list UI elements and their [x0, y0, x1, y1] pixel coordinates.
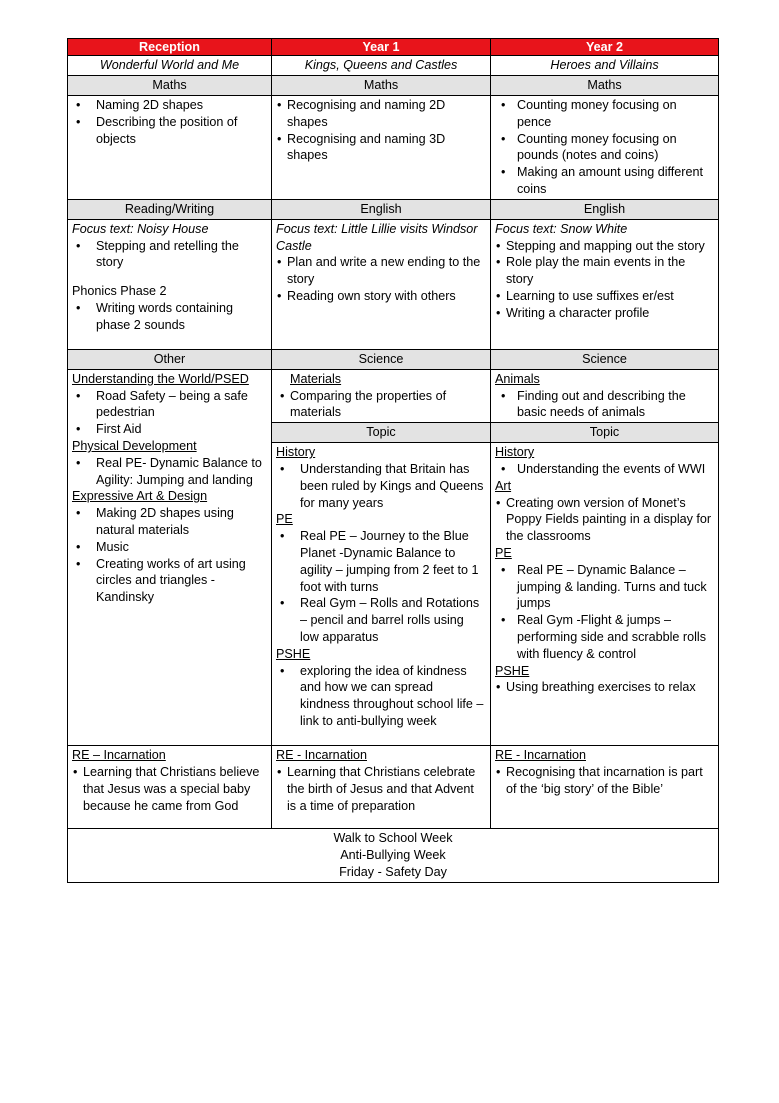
list-item: • Recognising that incarnation is part of the ‘big story’ of the Bible’ — [495, 764, 714, 798]
pshe-list-year-1 — [276, 663, 486, 730]
subject-english-year-2: English — [491, 199, 719, 219]
art-heading-year-2: Art — [495, 478, 512, 493]
subject-science-year-2: Science — [491, 349, 719, 369]
list-item: • Finding out and describing the basic needs of animals — [495, 388, 714, 422]
list-item: • Real PE – Dynamic Balance – jumping & landing. Turns and tuck jumps — [495, 562, 714, 612]
physical-development-list — [72, 455, 267, 489]
subject-english-year-1: English — [272, 199, 491, 219]
theme-row — [68, 56, 719, 76]
re-reception-cell — [68, 746, 272, 829]
list-item: • Understanding that Britain has been ruled by Kings and Queens for many years — [276, 461, 486, 511]
science-year-1-list — [276, 388, 486, 422]
re-heading-reception: RE – Incarnation — [72, 748, 166, 763]
materials-heading: Materials — [290, 371, 342, 386]
re-content-row — [68, 746, 719, 829]
list-item: • Comparing the properties of materials — [279, 388, 486, 422]
re-list-year-2 — [495, 764, 714, 798]
theme-year-1: Kings, Queens and Castles — [272, 56, 491, 76]
curriculum-table — [67, 38, 719, 883]
subject-maths-year-1: Maths — [272, 76, 491, 96]
list-item: • Writing a character profile — [495, 305, 714, 322]
topic-year-1-cell — [272, 443, 491, 746]
list-item: • Music — [72, 539, 267, 556]
list-item: • Using breathing exercises to relax — [495, 679, 714, 696]
re-list-reception — [72, 764, 267, 814]
list-item: • Real PE – Journey to the Blue Planet -Dynamic Balance to agility – jumping from 2 feet to 1 foot with turns — [276, 528, 486, 595]
subject-reading-writing: Reading/Writing — [68, 199, 272, 219]
pshe-heading-year-1: PSHE — [276, 646, 311, 661]
event-safety-day: Friday - Safety Day — [339, 864, 447, 879]
expressive-art-heading: Expressive Art & Design — [72, 489, 208, 504]
phonics-list — [72, 300, 267, 334]
list-item: • exploring the idea of kindness and how we can spread kindness throughout school life – link to anti-bullying week — [276, 663, 486, 730]
literacy-subject-row — [68, 199, 719, 219]
history-heading-year-1: History — [276, 445, 316, 460]
history-heading-year-2: History — [495, 445, 535, 460]
list-item: • Plan and write a new ending to the story — [276, 254, 486, 288]
list-item: • Real Gym -Flight & jumps – performing side and scrabble rolls with fluency & control — [495, 612, 714, 662]
events-cell — [68, 829, 719, 882]
expressive-art-list — [72, 505, 267, 606]
science-year-2-cell — [491, 369, 719, 422]
maths-year-2-list — [495, 97, 714, 198]
event-anti-bullying: Anti-Bullying Week — [340, 847, 446, 862]
list-item: • Counting money focusing on pounds (notes and coins) — [495, 131, 714, 165]
subject-maths-year-2: Maths — [491, 76, 719, 96]
animals-heading: Animals — [495, 371, 540, 386]
list-item: • Real PE- Dynamic Balance to Agility: Jumping and landing — [72, 455, 267, 489]
pe-heading-year-2: PE — [495, 545, 512, 560]
phonics-heading: Phonics Phase 2 — [72, 284, 167, 299]
list-item: • Learning to use suffixes er/est — [495, 288, 714, 305]
focus-text-reception: Focus text: Noisy House — [72, 221, 209, 236]
list-item: • Learning that Christians believe that Jesus was a special baby because he came from God — [72, 764, 267, 814]
science-year-2-list — [495, 388, 714, 422]
other-subject-row — [68, 349, 719, 369]
list-item: • Reading own story with others — [276, 288, 486, 305]
literacy-reception-list — [72, 238, 267, 272]
re-year-1-cell — [272, 746, 491, 829]
pe-list-year-2 — [495, 562, 714, 663]
list-item: • First Aid — [72, 421, 267, 438]
list-item: • Making 2D shapes using natural materials — [72, 505, 267, 539]
uw-psed-heading: Understanding the World/PSED — [72, 371, 249, 386]
list-item: • Role play the main events in the story — [495, 254, 714, 288]
list-item: • Creating works of art using circles and triangles -Kandinsky — [72, 556, 267, 606]
pshe-list-year-2 — [495, 679, 714, 696]
literacy-year-2-list — [495, 238, 714, 322]
list-item: • Naming 2D shapes — [72, 97, 267, 114]
theme-year-2: Heroes and Villains — [491, 56, 719, 76]
subject-topic-year-1: Topic — [272, 423, 491, 443]
literacy-content-row — [68, 219, 719, 349]
theme-reception: Wonderful World and Me — [68, 56, 272, 76]
other-reception-cell — [68, 369, 272, 745]
topic-year-2-cell — [491, 443, 719, 746]
literacy-year-1-list — [276, 254, 486, 304]
list-item: • Recognising and naming 2D shapes — [276, 97, 486, 131]
maths-subject-row — [68, 76, 719, 96]
header-reception: Reception — [68, 39, 272, 56]
subject-topic-year-2: Topic — [491, 423, 719, 443]
focus-text-year-2: Focus text: Snow White — [495, 221, 628, 236]
subject-other: Other — [68, 349, 272, 369]
list-item: • Writing words containing phase 2 sounds — [72, 300, 267, 334]
maths-reception-list — [72, 97, 267, 147]
year-header-row — [68, 39, 719, 56]
literacy-year-1-cell — [272, 219, 491, 349]
focus-text-year-1: Focus text: Little Lillie visits Windsor Castle — [276, 221, 478, 253]
re-heading-year-1: RE - Incarnation — [276, 748, 367, 763]
history-list-year-1 — [276, 461, 486, 511]
science-year-1-cell — [272, 369, 491, 422]
list-item: • Stepping and retelling the story — [72, 238, 267, 272]
literacy-reception-cell — [68, 219, 272, 349]
list-item: • Making an amount using different coins — [495, 164, 714, 198]
list-item: • Learning that Christians celebrate the birth of Jesus and that Advent is a time of preparation — [276, 764, 486, 814]
event-walk-to-school: Walk to School Week — [333, 831, 453, 846]
maths-year-1-list — [276, 97, 486, 164]
history-list-year-2 — [495, 461, 714, 478]
uw-psed-list — [72, 388, 267, 438]
re-heading-year-2: RE - Incarnation — [495, 748, 586, 763]
maths-content-row — [68, 96, 719, 200]
pshe-heading-year-2: PSHE — [495, 663, 530, 678]
pe-list-year-1 — [276, 528, 486, 646]
list-item: • Stepping and mapping out the story — [495, 238, 714, 255]
events-row — [68, 829, 719, 882]
header-year-1: Year 1 — [272, 39, 491, 56]
list-item: • Describing the position of objects — [72, 114, 267, 148]
science-content-row — [68, 369, 719, 422]
pe-heading-year-1: PE — [276, 512, 293, 527]
physical-development-heading: Physical Development — [72, 438, 197, 453]
list-item: • Understanding the events of WWI — [495, 461, 714, 478]
re-list-year-1 — [276, 764, 486, 814]
subject-science-year-1: Science — [272, 349, 491, 369]
list-item: • Real Gym – Rolls and Rotations – pencil and barrel rolls using low apparatus — [276, 595, 486, 645]
list-item: • Road Safety – being a safe pedestrian — [72, 388, 267, 422]
maths-year-1-cell — [272, 96, 491, 200]
header-year-2: Year 2 — [491, 39, 719, 56]
maths-reception-cell — [68, 96, 272, 200]
list-item: • Counting money focusing on pence — [495, 97, 714, 131]
subject-maths-reception: Maths — [68, 76, 272, 96]
re-year-2-cell — [491, 746, 719, 829]
art-list-year-2 — [495, 495, 714, 545]
list-item: • Creating own version of Monet’s Poppy Fields painting in a display for the classrooms — [495, 495, 714, 545]
literacy-year-2-cell — [491, 219, 719, 349]
list-item: • Recognising and naming 3D shapes — [276, 131, 486, 165]
maths-year-2-cell — [491, 96, 719, 200]
